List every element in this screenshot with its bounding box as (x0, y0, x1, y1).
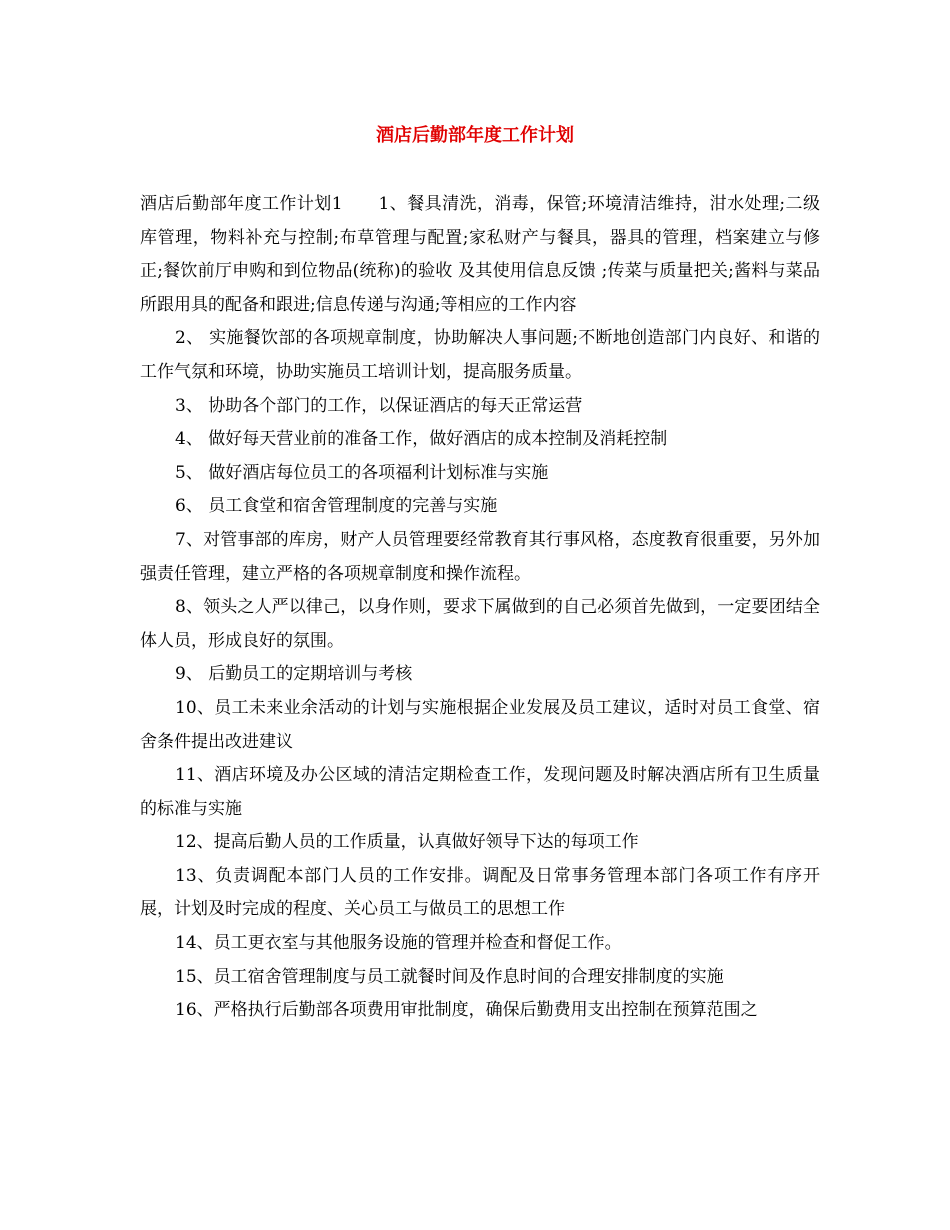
paragraph-item: 13、负责调配本部门人员的工作安排。调配及日常事务管理本部门各项工作有序开展，计划及时完成的程度、关心员工与做员工的思想工作 (140, 865, 820, 920)
document-body (140, 188, 820, 1028)
paragraph-item: 9、 后勤员工的定期培训与考核 (175, 664, 413, 685)
paragraph-item: 12、提高后勤人员的工作质量，认真做好领导下达的每项工作 (175, 832, 639, 853)
paragraph-item: 16、严格执行后勤部各项费用审批制度，确保后勤费用支出控制在预算范围之 (175, 1000, 758, 1021)
paragraph-item: 4、 做好每天营业前的准备工作，做好酒店的成本控制及消耗控制 (175, 429, 668, 450)
paragraph-item: 3、 协助各个部门的工作，以保证酒店的每天正常运营 (175, 395, 583, 416)
paragraph-item: 11、酒店环境及办公区域的清洁定期检查工作，发现问题及时解决酒店所有卫生质量的标准与实施 (140, 765, 820, 819)
paragraph-item: 5、 做好酒店每位员工的各项福利计划标准与实施 (175, 462, 549, 483)
intro-text: 1、餐具清洗，消毒，保管;环境清洁维持，泔水处理;二级库管理，物料补充与控制;布草管理与配置;家私财产与餐具，器具的管理，档案建立与修正;餐饮前厅申购和到位物品(统称)的验收 及其使用信息反馈 ;传菜与质量把关;酱料与菜品所跟用具的配备和跟进;信息传递与沟通;等相应的工作内容 (140, 194, 820, 315)
paragraph-item: 7、对管事部的库房，财产人员管理要经常教育其行事风格，态度教育很重要，另外加强责任管理，建立严格的各项规章制度和操作流程。 (140, 529, 820, 584)
paragraph-item: 15、员工宿舍管理制度与员工就餐时间及作息时间的合理安排制度的实施 (175, 966, 724, 987)
paragraph-item: 2、 实施餐饮部的各项规章制度，协助解决人事问题;不断地创造部门内良好、和谐的工作气氛和环境，协助实施员工培训计划，提高服务质量。 (140, 328, 820, 382)
paragraph-item: 10、员工未来业余活动的计划与实施根据企业发展及员工建议，适时对员工食堂、宿舍条件提出改进建议 (140, 697, 820, 752)
paragraph-item: 14、员工更衣室与其他服务设施的管理并检查和督促工作。 (175, 933, 622, 954)
paragraph-item: 6、 员工食堂和宿舍管理制度的完善与实施 (175, 496, 498, 517)
intro-label: 酒店后勤部年度工作计划1 (140, 194, 343, 214)
document-title: 酒店后勤部年度工作计划 (376, 125, 574, 146)
intro-paragraph (140, 188, 820, 322)
paragraph-item: 8、领头之人严以律己，以身作则，要求下属做到的自己必须首先做到，一定要团结全体人员，形成良好的氛围。 (140, 597, 820, 651)
